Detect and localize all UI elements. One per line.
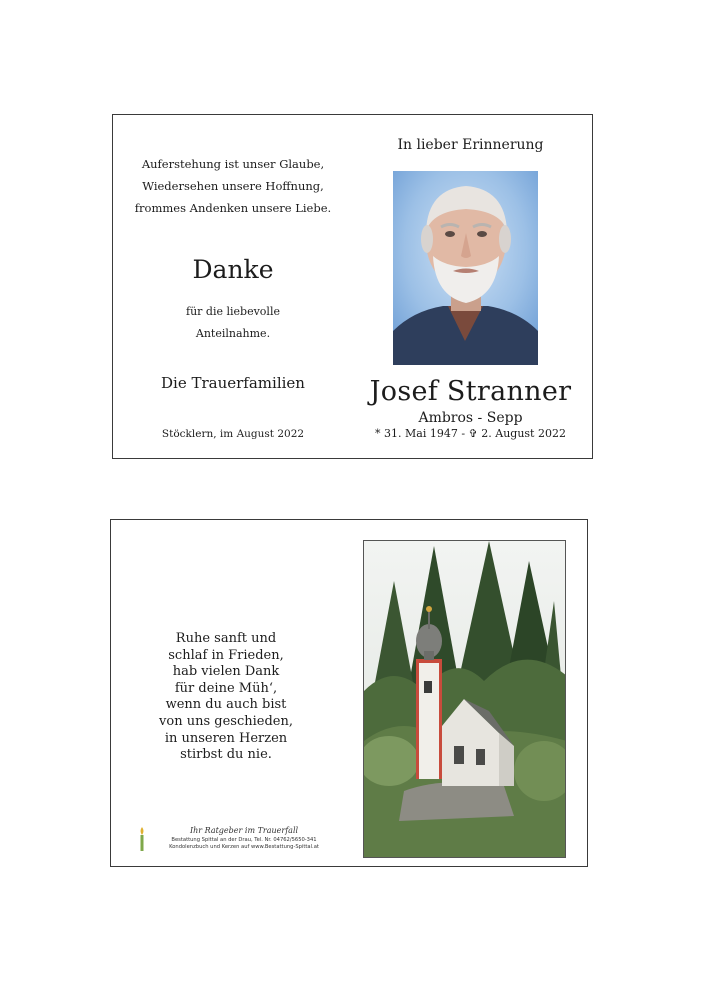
footer-line: Kondolenzbuch und Kerzen auf www.Bestattung-Spittal.at bbox=[169, 844, 319, 850]
poem-line: Ruhe sanft und bbox=[175, 631, 277, 646]
deceased-name: Josef Stranner bbox=[369, 376, 572, 407]
portrait-photo-image bbox=[393, 171, 538, 365]
poem-line: von uns geschieden, bbox=[159, 713, 293, 729]
church-photo bbox=[363, 540, 566, 858]
thanks-text bbox=[133, 301, 333, 345]
thanks-line: für die liebevolle bbox=[186, 305, 280, 318]
verse-line: Auferstehung ist unser Glaube, bbox=[141, 157, 325, 171]
life-dates: * 31. Mai 1947 - ✞ 2. August 2022 bbox=[375, 427, 566, 440]
families-signature: Die Trauerfamilien bbox=[161, 374, 305, 392]
thanks-title: Danke bbox=[192, 255, 274, 284]
poem-line: stirbst du nie. bbox=[180, 747, 272, 763]
poem-line: hab vielen Dank bbox=[172, 664, 280, 680]
verse bbox=[133, 153, 333, 219]
poem-line: für deine Müh‘, bbox=[174, 680, 278, 696]
deceased-nickname: Ambros - Sepp bbox=[418, 410, 523, 426]
verse-line: frommes Andenken unsere Liebe. bbox=[134, 201, 332, 215]
memorial-card-back bbox=[110, 519, 588, 867]
footer-title: Ihr Ratgeber im Trauerfall bbox=[189, 826, 299, 835]
memorial-card-front bbox=[112, 114, 593, 459]
memory-heading: In lieber Erinnerung bbox=[397, 137, 544, 153]
church-photo-image bbox=[364, 541, 566, 858]
poem-line: in unseren Herzen bbox=[164, 730, 288, 746]
place-date: Stöcklern, im August 2022 bbox=[161, 428, 305, 440]
portrait-photo bbox=[393, 171, 538, 365]
footer-line: Bestattung Spittal an der Drau, Tel. Nr. 04762/5650-341 bbox=[171, 837, 317, 843]
poem-line: schlaf in Frieden, bbox=[168, 647, 284, 663]
thanks-line: Anteilnahme. bbox=[195, 327, 271, 340]
funeral-home-footer bbox=[149, 825, 339, 851]
candle-icon bbox=[137, 827, 147, 851]
verse-line: Wiedersehen unsere Hoffnung, bbox=[142, 179, 324, 193]
poem bbox=[141, 631, 311, 764]
poem-line: wenn du auch bist bbox=[165, 697, 287, 713]
